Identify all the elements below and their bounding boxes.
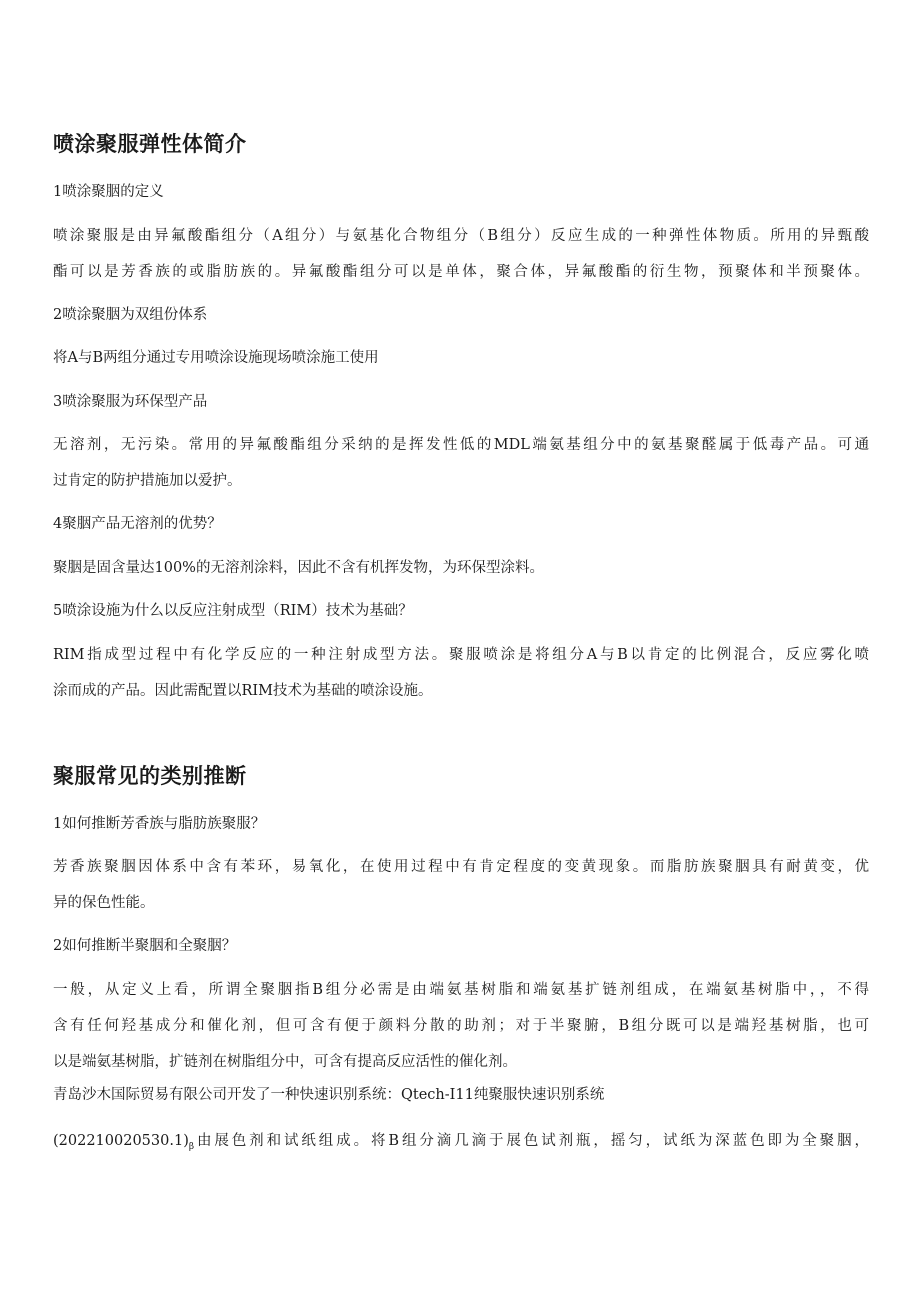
question-4-solvent-free: 4聚胭产品无溶剂的优势？ — [53, 516, 222, 532]
section-title-spray-polyurea-intro: 喷涂聚服弹性体简介 — [53, 132, 247, 156]
answer-4: 聚胭是固含量达100%的无溶剂涂料，因此不含有机挥发物，为环保型涂料。 — [53, 560, 544, 576]
answer-semi-full-line-1: 一般，从定义上看，所谓全聚胭指B组分必需是由端氨基树脂和端氨基扩链剂组成，在端氨基树脂中，，不得 — [53, 982, 869, 998]
question-semi-full-polyurea: 2如何推断半聚胭和全聚胭？ — [53, 938, 237, 954]
question-3-eco-friendly: 3喷涂聚服为环保型产品 — [53, 394, 208, 410]
identification-method-line — [53, 1131, 869, 1157]
company-identification-system: 青岛沙木国际贸易有限公司开发了一种快速识别系统：Qtech-I11纯聚服快速识别系统 — [53, 1087, 605, 1103]
answer-5-line-1: RIM指成型过程中有化学反应的一种注射成型方法。聚服喷涂是将组分A与B以肯定的比例混合，反应雾化喷 — [53, 647, 869, 663]
answer-semi-full-line-2: 含有任何羟基成分和催化剂，但可含有便于颜料分散的助剂；对于半聚腑，B组分既可以是端羟基树脂，也可 — [53, 1018, 869, 1034]
answer-3-line-1: 无溶剂，无污染。常用的异氟酸酯组分采纳的是挥发性低的MDL端氨基组分中的氨基聚醛属于低毒产品。可通 — [53, 437, 869, 453]
subscript-mark: β — [188, 1141, 195, 1152]
answer-semi-full-line-3: 以是端氨基树脂，扩链剂在树脂组分中，可含有提高反应活性的催化剂。 — [53, 1054, 517, 1070]
question-5-rim: 5喷涂设施为什么以反应注射成型（RIM）技术为基础？ — [53, 603, 413, 619]
answer-1-line-1: 喷涂聚服是由异氟酸酯组分（A组分）与氨基化合物组分（B组分）反应生成的一种弹性体物质。所用的异甄酸 — [53, 228, 869, 244]
answer-5-line-2: 涂而成的产品。因此需配置以RIM技术为基础的喷涂设施。 — [53, 683, 433, 699]
answer-1-line-2: 酯可以是芳香族的或脂肪族的。异氟酸酯组分可以是单体，聚合体，异氟酸酯的衍生物，预聚体和半预聚体。 — [53, 264, 869, 280]
section-title-polyurea-types: 聚服常见的类别推断 — [53, 764, 247, 788]
question-2-two-component: 2喷涂聚胭为双组份体系 — [53, 307, 208, 323]
identification-method-text: 由展色剂和试纸组成。将B组分滴几滴于展色试剂瓶，摇匀，试纸为深蓝色即为全聚胭， — [194, 1133, 869, 1149]
answer-aromatic-line-1: 芳香族聚胭因体系中含有苯环，易氧化，在使用过程中有肯定程度的变黄现象。而脂肪族聚胭具有耐黄变，优 — [53, 859, 869, 875]
question-1-definition: 1喷涂聚胭的定义 — [53, 184, 164, 200]
question-aromatic-aliphatic: 1如何推断芳香族与脂肪族聚服？ — [53, 816, 266, 832]
answer-3-line-2: 过肯定的防护措施加以爱护。 — [53, 473, 242, 489]
answer-2: 将A与B两组分通过专用喷涂设施现场喷涂施工使用 — [53, 350, 379, 366]
patent-number: (202210020530.1) — [53, 1133, 189, 1149]
answer-aromatic-line-2: 异的保色性能。 — [53, 895, 155, 911]
